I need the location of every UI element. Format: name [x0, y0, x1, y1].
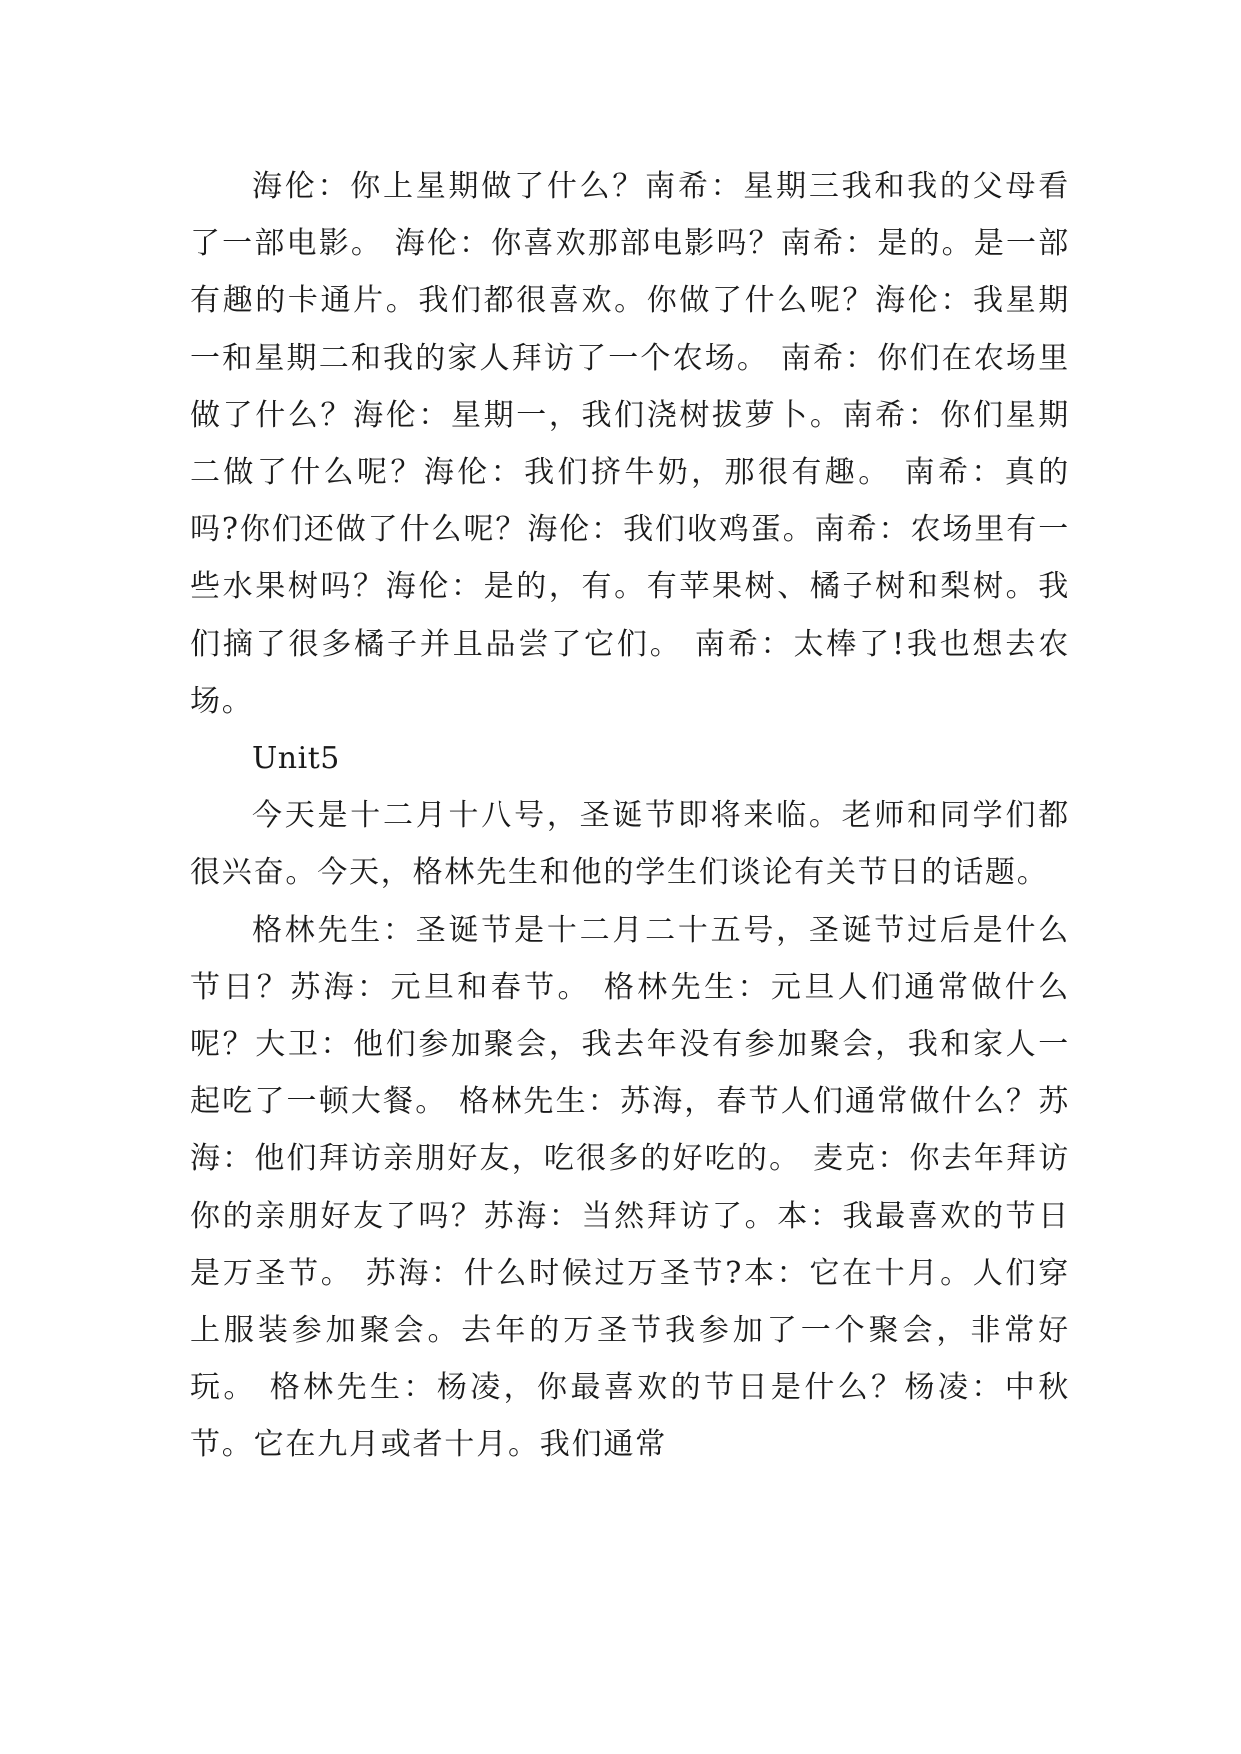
- unit-heading: Unit5: [252, 741, 340, 777]
- dialogue-paragraph-festivals: 格林先生：圣诞节是十二月二十五号，圣诞节过后是什么节日？苏海：元旦和春节。 格林先生：元旦人们通常做什么呢？大卫：他们参加聚会，我去年没有参加聚会，我和家人一起吃了一顿大餐。 格林先生：苏海，春节人们通常做什么？苏海：他们拜访亲朋好友，吃很多的好吃的。 麦克：你去年拜访你的亲朋好友了吗？苏海：当然拜访了。本：我最喜欢的节日是万圣节。 苏海：什么时候过万圣节?本：它在十月。人们穿上服装参加聚会。去年的万圣节我参加了一个聚会，非常好玩。 格林先生：杨凌，你最喜欢的节日是什么？杨凌：中秋节。它在九月或者十月。我们通常: [190, 912, 1070, 1463]
- document-body: [190, 158, 1070, 1474]
- intro-paragraph-christmas: 今天是十二月十八号，圣诞节即将来临。老师和同学们都很兴奋。今天，格林先生和他的学生们谈论有关节日的话题。: [190, 798, 1070, 891]
- dialogue-paragraph-farm: 海伦：你上星期做了什么？南希：星期三我和我的父母看了一部电影。 海伦：你喜欢那部电影吗？南希：是的。是一部有趣的卡通片。我们都很喜欢。你做了什么呢？海伦：我星期一和星期二和我的家人拜访了一个农场。 南希：你们在农场里做了什么？海伦：星期一，我们浇树拔萝卜。南希：你们星期二做了什么呢？海伦：我们挤牛奶，那很有趣。 南希：真的吗?你们还做了什么呢？海伦：我们收鸡蛋。南希：农场里有一些水果树吗？海伦：是的，有。有苹果树、橘子树和梨树。我们摘了很多橘子并且品尝了它们。 南希：太棒了!我也想去农场。: [190, 169, 1070, 719]
